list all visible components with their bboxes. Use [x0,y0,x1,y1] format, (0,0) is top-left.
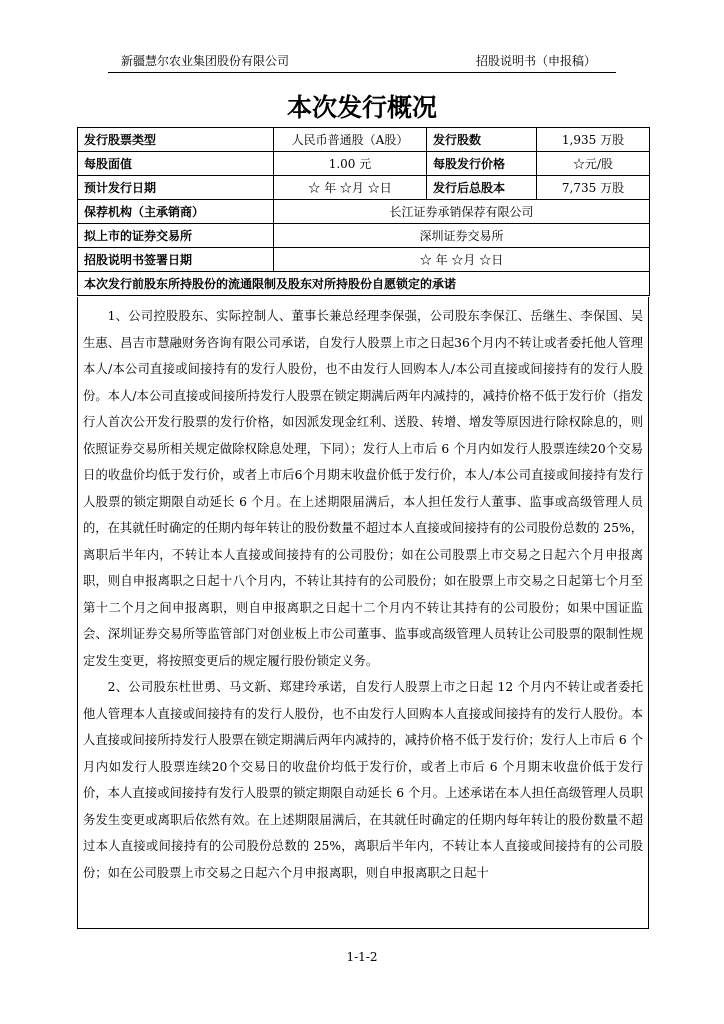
table-row [78,128,650,152]
issue-price-label: 每股发行价格 [427,152,537,176]
shares-issued-label: 发行股数 [427,128,537,152]
exchange-value: 深圳证券交易所 [274,224,650,248]
stock-type-value: 人民币普通股（A股） [274,128,427,152]
issue-price-value: ☆元/股 [537,152,650,176]
commitment-text [83,303,643,886]
sponsor-label: 保荐机构（主承销商） [78,200,274,224]
commitment-paragraph-2: 2、公司股东杜世勇、马文新、郑建玲承诺，自发行人股票上市之日起 12 个月内不转让或者委托他人管理本人直接或间接持有的发行人股份，也不由发行人回购本人直接或间接持有的发行人股份。本人直接或间接所持发行人股票在锁定期满后两年内减持的，减持价格不低于发行价；发行人上市后 6 个月内如发行人股票连续20个交易日的收盘价均低于发行价，或者上市后 6 个月期末收盘价低于发行价，本人直接或间接持有发行人股票的锁定期限自动延长 6 个月。上述承诺在本人担任高级管理人员职务发生变更或离职后依然有效。在上述期限届满后，在其就任时确定的任期内每年转让的股份数量不超过本人直接或间接持有的公司股份总数的 25%，离职后半年内，不转让本人直接或间接持有的公司股份；如在公司股票上市交易之日起六个月申报离职，则自申报离职之日起十 [83,680,643,880]
table-row [78,200,650,224]
sponsor-value: 长江证券承销保荐有限公司 [274,200,650,224]
stock-type-label: 发行股票类型 [78,128,274,152]
signing-date-label: 招股说明书签署日期 [78,248,274,272]
page-header [108,50,616,73]
commitment-title: 本次发行前股东所持股份的流通限制及股东对所持股份自愿锁定的承诺 [78,272,650,296]
total-shares-label: 发行后总股本 [427,176,537,200]
document-type: 招股说明书（申报稿） [475,54,596,68]
table-row [78,224,650,248]
issue-date-value: ☆ 年 ☆月 ☆日 [274,176,427,200]
page-number: 1-1-2 [346,950,378,964]
commitment-paragraph-1: 1、公司控股股东、实际控制人、董事长兼总经理李保强，公司股东李保江、岳继生、李保国、吴生惠、昌吉市慧融财务咨询有限公司承诺，自发行人股票上市之日起36个月内不转让或者委托他人管理本人/本公司直接或间接持有的发行人股份，也不由发行人回购本人/本公司直接或间接持有的发行人股份。本人/本公司直接或间接所持发行人股票在锁定期满后两年内减持的，减持价格不低于发行价（指发行人首次公开发行股票的发行价格，如因派发现金红利、送股、转增、增发等原因进行除权除息的，则依照证券交易所相关规定做除权除息处理，下同）；发行人上市后 6 个月内如发行人股票连续20个交易日的收盘价均低于发行价，或者上市后6个月期末收盘价低于发行价，本人/本公司直接或间接持有发行人股票的锁定期限自动延长 6 个月。在上述期限届满后，本人担任发行人董事、监事或高级管理人员的，在其就任时确定的任期内每年转让的股份数量不超过本人直接或间接持有的公司股份总数的 25%，离职后半年内，不转让本人直接或间接持有的公司股份；如在公司股票上市交易之日起六个月申报离职，则自申报离职之日起十八个月内，不转让其持有的公司股份；如在股票上市交易之日起第七个月至第十二个月之间申报离职，则自申报离职之日起十二个月内不转让其持有的公司股份；如果中国证监会、深圳证券交易所等监管部门对创业板上市公司董事、监事或高级管理人员转让公司股票的限制性规定发生变更，将按照变更后的规定履行股份锁定义务。 [83,309,644,668]
offering-info-table [77,127,650,296]
table-row [78,272,650,296]
exchange-label: 拟上市的证券交易所 [78,224,274,248]
signing-date-value: ☆ 年 ☆月 ☆日 [274,248,650,272]
shares-issued-value: 1,935 万股 [537,128,650,152]
par-value-label: 每股面值 [78,152,274,176]
page-title: 本次发行概况 [286,93,437,122]
company-name: 新疆慧尔农业集团股份有限公司 [121,54,290,68]
table-row [78,152,650,176]
table-row [78,176,650,200]
par-value-value: 1.00 元 [274,152,427,176]
issue-date-label: 预计发行日期 [78,176,274,200]
commitment-body [77,297,649,929]
total-shares-value: 7,735 万股 [537,176,650,200]
table-row [78,248,650,272]
